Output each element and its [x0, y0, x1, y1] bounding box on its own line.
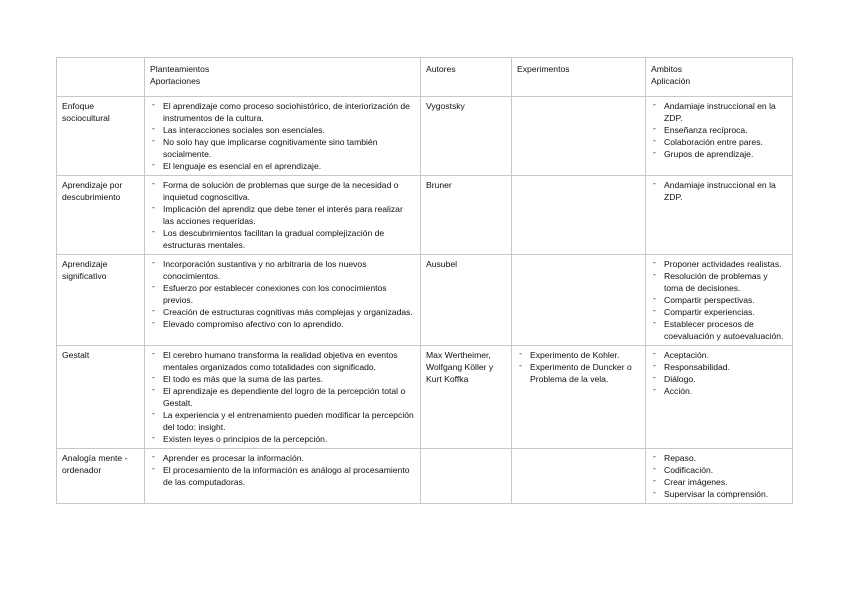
enfoque-label: Enfoque sociocultural [62, 101, 110, 123]
list-item: - Supervisar la comprensión. [651, 488, 787, 500]
ambitos-cell [646, 255, 793, 346]
autores-cell [421, 346, 512, 449]
ambitos-list [651, 100, 787, 160]
table-row [57, 449, 793, 504]
list-item: - Repaso. [651, 452, 787, 464]
enfoque-cell [57, 255, 145, 346]
header-planteamientos [145, 58, 421, 97]
list-item: - Compartir perspectivas. [651, 294, 787, 306]
ambitos-cell [646, 449, 793, 504]
list-item: - El procesamiento de la información es análogo al procesamiento de las computadoras. [150, 464, 415, 488]
list-item: - Grupos de aprendizaje. [651, 148, 787, 160]
aportaciones-list [150, 179, 415, 251]
header-experimentos: Experimentos [512, 58, 646, 97]
list-item: - Incorporación sustantiva y no arbitraria de los nuevos conocimientos. [150, 258, 415, 282]
header-planteamientos-label: Planteamientos [150, 64, 210, 74]
enfoque-cell [57, 449, 145, 504]
table-row [57, 255, 793, 346]
list-item: - El aprendizaje es dependiente del logro de la percepción total o Gestalt. [150, 385, 415, 409]
list-item: - Existen leyes o principios de la percepción. [150, 433, 415, 445]
header-ambitos-label: Ambitos [651, 64, 683, 74]
ambitos-list [651, 258, 787, 342]
list-item: - No solo hay que implicarse cognitivamente sino también socialmente. [150, 136, 415, 160]
autores-label: Ausubel [426, 259, 458, 269]
list-item: - Esfuerzo por establecer conexiones con los conocimientos previos. [150, 282, 415, 306]
list-item: - Enseñanza recíproca. [651, 124, 787, 136]
list-item: - El lenguaje es esencial en el aprendizaje. [150, 160, 415, 172]
experimentos-cell [512, 346, 646, 449]
enfoque-label: Aprendizaje significativo [62, 259, 108, 281]
aportaciones-cell [145, 449, 421, 504]
enfoque-label: Analogía mente - ordenador [62, 453, 128, 475]
list-item: - El todo es más que la suma de las partes. [150, 373, 415, 385]
experimentos-cell [512, 449, 646, 504]
ambitos-list [651, 452, 787, 500]
list-item: - Establecer procesos de coevaluación y autoevaluación. [651, 318, 787, 342]
experimentos-cell [512, 255, 646, 346]
aportaciones-list [150, 452, 415, 488]
approaches-table [56, 57, 793, 504]
list-item: - Colaboración entre pares. [651, 136, 787, 148]
aportaciones-list [150, 258, 415, 330]
enfoque-cell [57, 176, 145, 255]
experimentos-list [517, 349, 640, 385]
header-ambitos [646, 58, 793, 97]
enfoque-label: Aprendizaje por descubrimiento [62, 180, 123, 202]
header-aportaciones-label: Aportaciones [150, 76, 201, 86]
list-item: - El aprendizaje como proceso sociohistórico, de interiorización de instrumentos de la cultura. [150, 100, 415, 124]
autores-cell [421, 255, 512, 346]
list-item: - Acción. [651, 385, 787, 397]
list-item: - Diálogo. [651, 373, 787, 385]
table-row [57, 176, 793, 255]
header-aplicacion-label: Aplicación [651, 76, 691, 86]
autores-label: Bruner [426, 180, 452, 190]
list-item: - Implicación del aprendiz que debe tener el interés para realizar las acciones requeridas. [150, 203, 415, 227]
autores-cell [421, 176, 512, 255]
enfoque-label: Gestalt [62, 350, 90, 360]
header-enfoque [57, 58, 145, 97]
list-item: - La experiencia y el entrenamiento pueden modificar la percepción del todo: insight. [150, 409, 415, 433]
aportaciones-list [150, 100, 415, 172]
ambitos-list [651, 349, 787, 397]
list-item: - Resolución de problemas y toma de decisiones. [651, 270, 787, 294]
list-item: - Las interacciones sociales son esenciales. [150, 124, 415, 136]
list-item: - Responsabilidad. [651, 361, 787, 373]
header-autores: Autores [421, 58, 512, 97]
aportaciones-cell [145, 176, 421, 255]
list-item: - Los descubrimientos facilitan la gradual complejización de estructuras mentales. [150, 227, 415, 251]
table-header-row [57, 58, 793, 97]
aportaciones-cell [145, 346, 421, 449]
list-item: - Aprender es procesar la información. [150, 452, 415, 464]
list-item: - Elevado compromiso afectivo con lo aprendido. [150, 318, 415, 330]
list-item: - Experimento de Kohler. [517, 349, 640, 361]
autores-label: Vygostsky [426, 101, 465, 111]
list-item: - Aceptación. [651, 349, 787, 361]
aportaciones-cell [145, 255, 421, 346]
table-row [57, 97, 793, 176]
list-item: - Crear imágenes. [651, 476, 787, 488]
list-item: - Compartir experiencias. [651, 306, 787, 318]
list-item: - Andamiaje instruccional en la ZDP. [651, 179, 787, 203]
autores-cell [421, 97, 512, 176]
autores-label: Max Wertheimer, Wolfgang Köller y Kurt Koffka [426, 350, 494, 384]
enfoque-cell [57, 346, 145, 449]
list-item: - Codificación. [651, 464, 787, 476]
experimentos-cell [512, 97, 646, 176]
autores-cell [421, 449, 512, 504]
experimentos-cell [512, 176, 646, 255]
list-item: - El cerebro humano transforma la realidad objetiva en eventos mentales organizados como totalidades con significado. [150, 349, 415, 373]
table-row [57, 346, 793, 449]
aportaciones-list [150, 349, 415, 445]
enfoque-cell [57, 97, 145, 176]
ambitos-cell [646, 176, 793, 255]
list-item: - Creación de estructuras cognitivas más complejas y organizadas. [150, 306, 415, 318]
list-item: - Forma de solución de problemas que surge de la necesidad o inquietud cognoscitiva. [150, 179, 415, 203]
ambitos-cell [646, 346, 793, 449]
ambitos-list [651, 179, 787, 203]
list-item: - Andamiaje instruccional en la ZDP. [651, 100, 787, 124]
list-item: - Experimento de Duncker o Problema de la vela. [517, 361, 640, 385]
list-item: - Proponer actividades realistas. [651, 258, 787, 270]
ambitos-cell [646, 97, 793, 176]
aportaciones-cell [145, 97, 421, 176]
